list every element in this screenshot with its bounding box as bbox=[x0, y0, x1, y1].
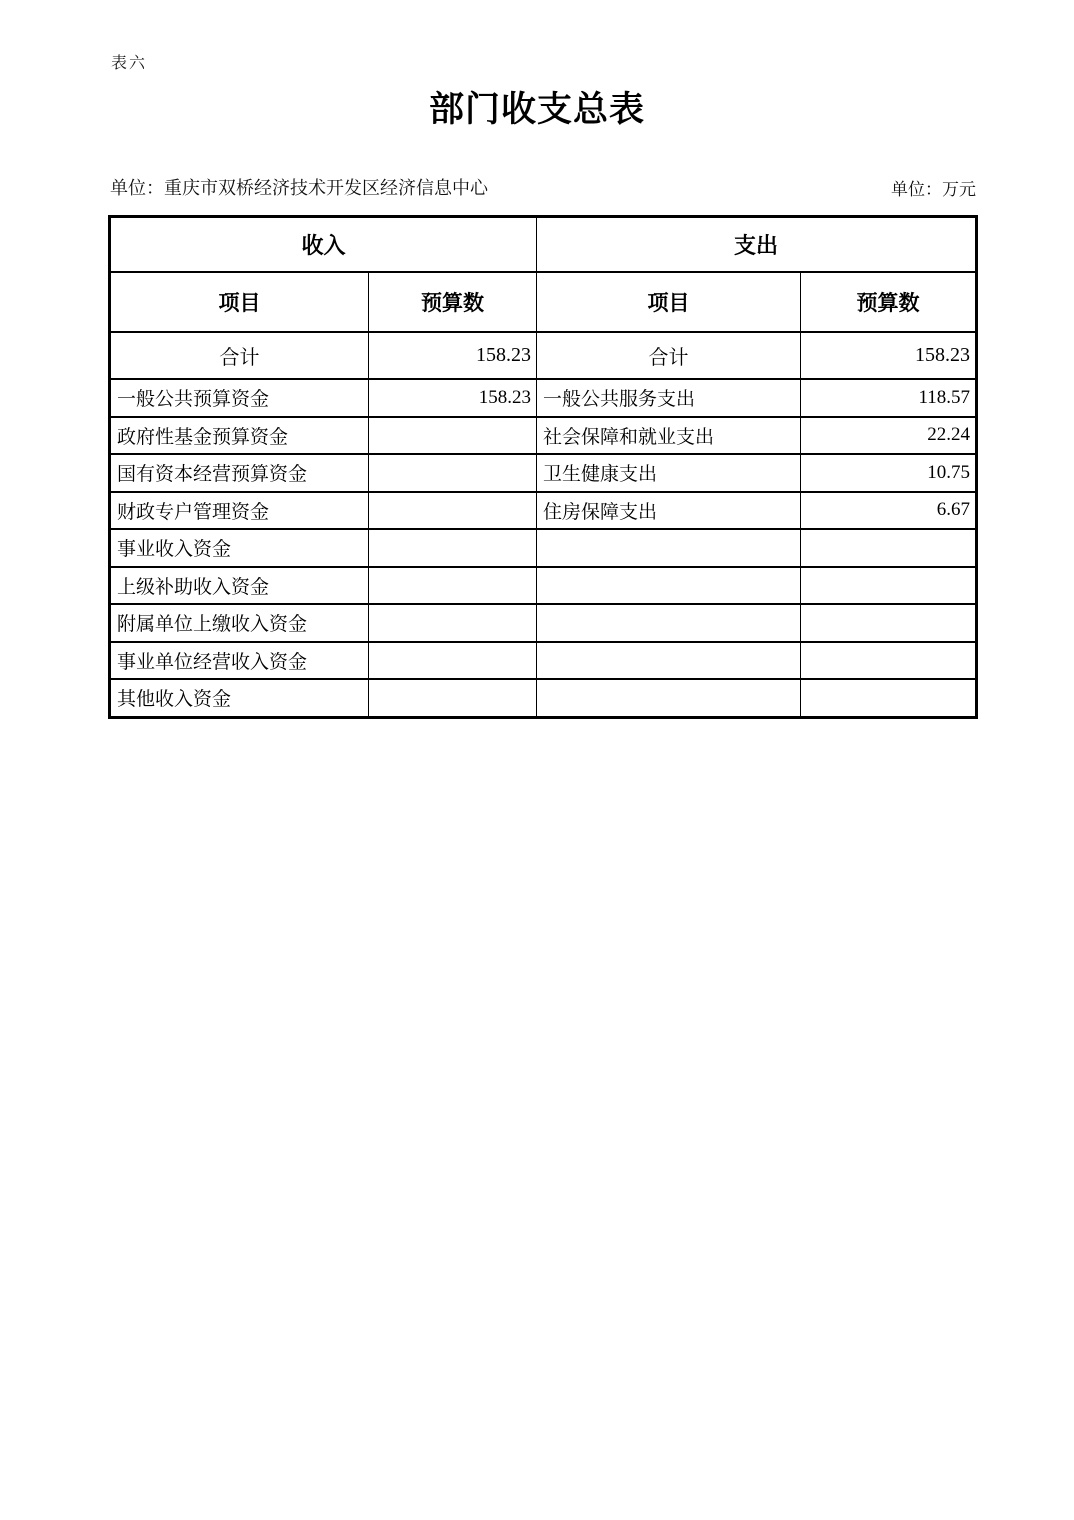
column-header-row bbox=[110, 272, 977, 332]
group-header-row bbox=[110, 217, 977, 273]
expense-budget-cell: 118.57 bbox=[801, 379, 977, 417]
expense-item-cell bbox=[537, 679, 801, 717]
table-row bbox=[110, 679, 977, 717]
income-budget-cell bbox=[369, 679, 537, 717]
expense-item-cell bbox=[537, 567, 801, 605]
expense-total-value: 158.23 bbox=[801, 332, 977, 379]
table-row bbox=[110, 417, 977, 455]
income-budget-cell bbox=[369, 454, 537, 492]
expense-budget-cell: 22.24 bbox=[801, 417, 977, 455]
total-row bbox=[110, 332, 977, 379]
income-item-cell: 附属单位上缴收入资金 bbox=[110, 604, 369, 642]
income-total-value: 158.23 bbox=[369, 332, 537, 379]
unit-row bbox=[110, 174, 976, 200]
table-row bbox=[110, 642, 977, 680]
income-budget-cell: 158.23 bbox=[369, 379, 537, 417]
expense-budget-cell: 6.67 bbox=[801, 492, 977, 530]
table-row bbox=[110, 529, 977, 567]
income-budget-cell bbox=[369, 529, 537, 567]
expense-budget-cell: 10.75 bbox=[801, 454, 977, 492]
income-item-cell: 国有资本经营预算资金 bbox=[110, 454, 369, 492]
unit-name-label: 单位：重庆市双桥经济技术开发区经济信息中心 bbox=[110, 178, 488, 198]
income-budget-cell bbox=[369, 567, 537, 605]
expense-item-cell: 住房保障支出 bbox=[537, 492, 801, 530]
table-row bbox=[110, 492, 977, 530]
budget-summary-table bbox=[108, 215, 978, 719]
income-budget-cell bbox=[369, 642, 537, 680]
income-item-cell: 上级补助收入资金 bbox=[110, 567, 369, 605]
expense-total-label: 合计 bbox=[537, 332, 801, 379]
expense-item-header: 项目 bbox=[537, 272, 801, 332]
page-title: 部门收支总表 bbox=[428, 90, 645, 129]
income-budget-cell bbox=[369, 492, 537, 530]
table-row bbox=[110, 567, 977, 605]
expense-item-cell: 一般公共服务支出 bbox=[537, 379, 801, 417]
currency-unit-label: 单位：万元 bbox=[891, 180, 976, 199]
table-number-label: 表六 bbox=[111, 55, 148, 72]
expense-item-cell: 社会保障和就业支出 bbox=[537, 417, 801, 455]
income-item-cell: 一般公共预算资金 bbox=[110, 379, 369, 417]
income-budget-header: 预算数 bbox=[369, 272, 537, 332]
income-item-cell: 政府性基金预算资金 bbox=[110, 417, 369, 455]
expense-item-cell bbox=[537, 529, 801, 567]
expense-item-cell bbox=[537, 642, 801, 680]
expense-budget-cell bbox=[801, 567, 977, 605]
table-row bbox=[110, 379, 977, 417]
income-item-header: 项目 bbox=[110, 272, 369, 332]
income-item-cell: 财政专户管理资金 bbox=[110, 492, 369, 530]
income-budget-cell bbox=[369, 417, 537, 455]
income-item-cell: 事业单位经营收入资金 bbox=[110, 642, 369, 680]
expense-budget-cell bbox=[801, 642, 977, 680]
income-item-cell: 其他收入资金 bbox=[110, 679, 369, 717]
expense-item-cell bbox=[537, 604, 801, 642]
expense-group-header: 支出 bbox=[537, 217, 977, 273]
expense-budget-cell bbox=[801, 604, 977, 642]
income-item-cell: 事业收入资金 bbox=[110, 529, 369, 567]
table-row bbox=[110, 454, 977, 492]
expense-budget-cell bbox=[801, 679, 977, 717]
income-total-label: 合计 bbox=[110, 332, 369, 379]
expense-item-cell: 卫生健康支出 bbox=[537, 454, 801, 492]
expense-budget-cell bbox=[801, 529, 977, 567]
income-budget-cell bbox=[369, 604, 537, 642]
expense-budget-header: 预算数 bbox=[801, 272, 977, 332]
income-group-header: 收入 bbox=[110, 217, 537, 273]
table-row bbox=[110, 604, 977, 642]
